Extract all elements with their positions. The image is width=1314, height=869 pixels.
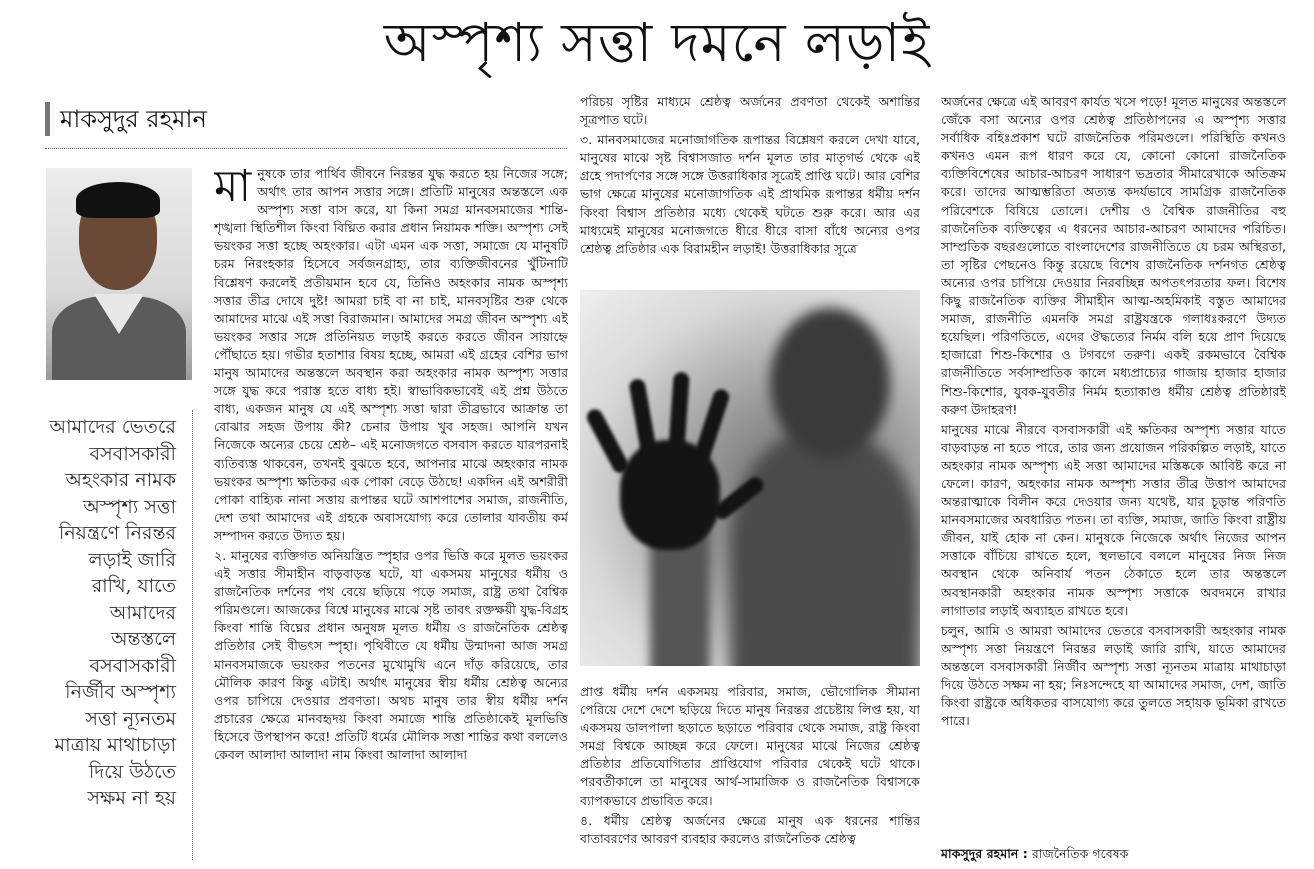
shadow-figure-body: [730, 430, 920, 666]
article-paragraph: ৪. ধর্মীয় শ্রেষ্ঠত্ব অর্জনের ক্ষেত্রে মানুষ এক ধরনের শান্তির বাতাবরণের আবরণ ব্যবহার করলেও রাজনৈতিক শ্রেষ্ঠত্ব: [580, 812, 920, 846]
shadow-figure-head: [770, 308, 890, 458]
paragraph-text: নুষকে তার পার্থিব জীবনে নিরন্তর যুদ্ধ করতে হয় নিজের সঙ্গে; অর্থাৎ তার আপন সত্তার সঙ্গে। প্রতিটি মানুষের অন্তস্তলে এক অস্পৃশ্য সত্তা বাস করে, যা কিনা সমগ্র মানবসমাজের শান্তি-শৃঙ্খলা স্থিতিশীল কিংবা বিঘ্নিত করার প্রধান নিয়ামক শক্তি। অস্পৃশ্য সেই ভয়ংকর সত্তা হচ্ছে অহংকার। এটা এমন এক সত্তা, সমাজে যে মানুষটি চরম নিরংহকার হিসেবে সর্বজনগ্রাহ্য, তার ব্যক্তিজীবনের খুঁটিনাটি বিশ্লেষণ করলেই প্রতীয়মান হবে যে, তিনিও অহংকার নামক অস্পৃশ্য সত্তার তীব্র দোষে দুষ্ট! আমরা চাই বা না চাই, মানবসৃষ্টির শুরু থেকে আমাদের মাঝে এই সত্তা বিরাজমান। আমাদের সমগ্র জীবন অস্পৃশ্য এই ভয়ংকর সত্তার সঙ্গে প্রতিনিয়ত লড়াই করতে করতে জীবন সায়াহ্নে পৌঁছাতে হয়। গভীর হতাশার বিষয় হচ্ছে, আমরা এই গ্রহের বেশির ভাগ মানুষ আমাদের অন্তস্তলে অবস্থান করা অহংকার নামক অস্পৃশ্য সত্তার সঙ্গে যুদ্ধ করে পরাস্ত হতে বাধ্য হই। স্বাভাবিকভাবেই এই প্রশ্ন উঠতে বাধ্য, একজন মানুষ যে এই অস্পৃশ্য সত্তা দ্বারা তীব্রভাবে আক্রান্ত তা বোঝার সহজ উপায় কী? চেনার উপায় খুব সহজ। আপনি যখন নিজেকে অন্যের চেয়ে শ্রেষ্ঠ– এই মনোজগতে বসবাস করতে যারপরনাই ব্যতিব্যস্ত থাকবেন, তখনই বুঝতে হবে, আপনার মাঝে অহংকার নামক ভয়ংকর অস্পৃশ্য ক্ষতিকর এক পোকা বেড়ে উঠছে! একদিন এই অশরীরী পোকা বাহ্যিক নানা সত্তায় রূপান্তর ঘটে আশপাশের সমাজ, রাজনীতি, দেশ তথা আমাদের এই গ্রহকে অবাসযোগ্য করে তোলার যাবতীয় কর্ম সম্পাদন করতে উদ্যত হয়।: [214, 166, 568, 543]
article-paragraph: প্রাপ্ত ধর্মীয় দর্শন একসময় পরিবার, সমাজ, ভৌগোলিক সীমানা পেরিয়ে দেশে দেশে ছড়িয়ে দিতে মানুষ নিরন্তর প্রচেষ্টায় লিপ্ত হয়, যা একসময় ডালপালা ছড়াতে ছড়াতে পরিবার থেকে সমাজ, রাষ্ট্র কিংবা সমগ্র বিশ্বকে আচ্ছন্ন করে ফেলে। মানুষের মাঝে নিজের শ্রেষ্ঠত্ব প্রতিষ্ঠার প্রতিযোগিতার প্রাপ্তিযোগ পরিবার থেকেই ঘটে থাকে। পরবর্তীকালে তা মানুষের আর্থ-সামাজিক ও রাজনৈতিক বিশ্বাসকে ব্যাপকভাবে প্রভাবিত করে।: [580, 684, 920, 808]
footer-role: রাজনৈতিক গবেষক: [1031, 846, 1129, 861]
author-byline: মাকসুদুর রহমান: [45, 102, 208, 136]
shadow-hand-illustration: [580, 290, 920, 666]
pull-quote: আমাদের ভেতরে বসবাসকারী অহংকার নামক অস্পৃশ্য সত্তা নিয়ন্ত্রণে নিরন্তর লড়াই জারি রাখি, যাতে আমাদের অন্তস্তলে বসবাসকারী নির্জীব অস্পৃশ্য সত্তা ন্যূনতম মাত্রায় মাথাচাড়া দিয়ে উঠতে সক্ষম না হয়: [49, 416, 176, 809]
article-paragraph: চলুন, আমি ও আমরা আমাদের ভেতরে বসবাসকারী অহংকার নামক অস্পৃশ্য সত্তা নিয়ন্ত্রণে নিরন্তর লড়াই জারি রাখি, যাতে আমাদের অন্তস্তলে বসবাসকারী নির্জীব অস্পৃশ্য সত্তা ন্যূনতম মাত্রায় মাথাচাড়া দিয়ে উঠতে সক্ষম না হয়; নিঃসন্দেহে যা আমাদের সমাজ, দেশ, জাতি কিংবা রাষ্ট্রকে অধিকতর বাসযোগ্য করে তুলতে সহায়ক ভূমিকা রাখতে পারে।: [941, 622, 1286, 729]
shadow-finger: [584, 406, 631, 475]
article-paragraph: মানুষের মাঝে নীরবে বসবাসকারী এই ক্ষতিকর অস্পৃশ্য সত্তার যাতে বাড়বাড়ন্ত না হতে পারে, তার জন্য প্রয়োজন পরিকল্পিত লড়াই, যাতে অহংকার নামক অস্পৃশ্য এই সত্তা আমাদের মস্তিষ্ককে আবিষ্ট করে না ফেলে। কারণ, অহংকার নামক অস্পৃশ্য সত্তার তীব্র উত্তাপ আমাদের অন্তরাত্মাকে বিলীন করে দেওয়ার জন্য যথেষ্ট, যার চূড়ান্ত পরিণতি মানবসমাজের অবধারিত পতন। তা ব্যক্তি, সমাজ, জাতি কিংবা রাষ্ট্রীয় জীবন, যাই হোক না কেন। মানুষকে নিজেকে অর্থাৎ নিজের আপন সত্তাকে বাঁচিয়ে রাখতে হলে, স্থলভাবে বললে মানুষের নিজ নিজ অবস্থান থেকে অনিবার্য পতন ঠেকাতে হলে তার অন্তস্তলে অবস্থানকারী অহংকার নামক অস্পৃশ্য সত্তাকে অবদমনে রাখার লাগাতার লড়াই অব্যাহত রাখতে হবে।: [941, 421, 1286, 618]
article-column-2-bottom: [580, 683, 920, 868]
article-column-3: [941, 93, 1286, 833]
article-paragraph: ২. মানুষের ব্যক্তিগত অনিয়ন্ত্রিত স্পৃহার ওপর ভিত্তি করে মূলত ভয়ংকর এই সত্তার সীমাহীন বাড়বাড়ন্ত ঘটে, যা একসময় মানুষের ধর্মীয় ও রাজনৈতিক দর্শনের পথ বেয়ে ছড়িয়ে পড়ে সমাজ, রাষ্ট্র তথা বৈশ্বিক পরিমণ্ডলে। আজকের বিশ্বে মানুষের মাঝে সৃষ্ট তাবৎ রক্তক্ষয়ী যুদ্ধ-বিগ্রহ কিংবা শান্তি বিঘ্নের প্রধান অনুষঙ্গ মূলত ধর্মীয় ও রাজনৈতিক শ্রেষ্ঠত্ব প্রতিষ্ঠার সেই বীভৎস স্পৃহা। পৃথিবীতে যে ধর্মীয় উন্মাদনা আজ সমগ্র মানবসমাজকে ভয়ংকর পতনের মুখোমুখি এনে দাঁড় করিয়েছে, তার মৌলিক কারণ কিন্তু এটাই। অর্থাৎ মানুষের স্বীয় ধর্মীয় শ্রেষ্ঠত্ব অন্যের ওপর চাপিয়ে দেওয়ার প্রবণতা। অথচ মানুষ তার স্বীয় ধর্মীয় দর্শন প্রচারের ক্ষেত্রে মানবহৃদয় কিংবা সমাজে শান্তি প্রতিষ্ঠাকেই মূলভিত্তি হিসেবে উপস্থাপন করে! প্রতিটি ধর্মের মৌলিক সত্তা শান্তির কথা বললেও কেবল আলাদা আলাদা নাম কিংবা আলাদা আলাদা: [214, 547, 568, 762]
shadow-finger: [628, 378, 658, 460]
article-paragraph: ৩. মানবসমাজের মনোজাগতিক রূপান্তর বিশ্লেষণ করলে দেখা যাবে, মানুষের মাঝে সৃষ্ট বিশ্বাসজাত দর্শন মূলত তার মাতৃগর্ভ থেকে এই গ্রহে পদার্পণের সঙ্গে সঙ্গে উত্তরাধিকার সূত্রেই প্রাপ্তি ঘটে। আর বেশির ভাগ ক্ষেত্রে মানুষের মনোজাগতিক এই প্রাথমিক রূপান্তর ধর্মীয় দর্শন কিংবা বিশ্বাস প্রতিষ্ঠার মধ্যে থেকেই ঘটতে শুরু করে। আর এর মাধ্যমেই মানুষের মনোজগতে ধীরে ধীরে বাসা বাঁধে অন্যের ওপর শ্রেষ্ঠত্ব প্রতিষ্ঠার এক বিরামহীন লড়াই! উত্তরাধিকার সূত্রে: [580, 132, 920, 256]
photo-hair: [76, 182, 160, 218]
column-divider: [192, 410, 193, 860]
author-photo: [46, 168, 192, 380]
shadow-finger: [692, 387, 731, 464]
article-paragraph: পরিচয় সৃষ্টির মাধ্যমে শ্রেষ্ঠত্ব অর্জনের প্রবণতা থেকেই অশান্তির সূত্রপাত ঘটে।: [580, 94, 920, 128]
byline-divider: [45, 148, 567, 149]
footer-author: মাকসুদুর রহমান :: [941, 846, 1028, 861]
headline: অস্পৃশ্য সত্তা দমনে লড়াই: [383, 11, 931, 74]
article-paragraph: অর্জনের ক্ষেত্রে এই আবরণ কার্যত খসে পড়ে! মূলত মানুষের অন্তস্তলে জেঁকে বসা অন্যের ওপর শ্রেষ্ঠত্ব প্রতিষ্ঠাপনের এ অস্পৃশ্য সত্তার সর্বাধিক বহিঃপ্রকাশ ঘটে রাজনৈতিক পরিমণ্ডলে। পরিস্থিতি কখনও কখনও এমন রূপ ধারণ করে যে, কোনো কোনো রাজনৈতিক ব্যক্তিবিশেষের আচার-আচরণ সাধারণ ভদ্রতার সীমারেখাকে অতিক্রম করে। তাদের আত্মম্ভরিতা অত্যন্ত কদর্যভাবে সামগ্রিক রাজনৈতিক পরিবেশকে বিষিয়ে তোলে। দেশীয় ও বৈশ্বিক রাজনীতির বহু রাজনৈতিক ব্যক্তিত্বের এ ধরনের আচার-আচরণ আমাদের পরিচিত। সাম্প্রতিক বছরগুলোতে বাংলাদেশের রাজনীতিতে যে চরম অস্থিরতা, তা সৃষ্টির পেছনেও কিন্তু রয়েছে বিশেষ রাজনৈতিক দর্শনগত শ্রেষ্ঠত্ব অন্যের ওপর চাপিয়ে দেওয়ার নিরবচ্ছিন্ন অপতৎপরতার ফল। বিশেষ কিছু রাজনৈতিক ব্যক্তির সীমাহীন আত্ম-অহমিকাই বস্তুত আমাদের সমাজ, রাজনীতি এমনকি সমগ্র রাষ্ট্রযন্ত্রকে গলাধঃকরণে উদ্যত হয়েছিল। পরিণতিতে, এদের ঔদ্ধত্যের নির্মম বলি হয়ে প্রাণ দিয়েছে হাজারো শিশু-কিশোর ও টগবগে তরুণ। একই রকমভাবে বৈশ্বিক রাজনীতিতে সর্বসাম্প্রতিক কালে মধ্যপ্রাচ্যের গাজায় হাজার হাজার শিশু-কিশোর, যুবক-যুবতীর নির্মম হত্যাকাণ্ড ধর্মীয় শ্রেষ্ঠত্ব প্রতিষ্ঠারই করুণ উদাহরণ!: [941, 94, 1286, 417]
shadow-arm: [650, 530, 710, 666]
article-paragraph: [214, 165, 568, 545]
author-footer: [941, 845, 1286, 863]
article-column-1: [214, 165, 568, 860]
drop-cap: মা: [214, 165, 252, 212]
article-column-2-top: [580, 93, 920, 293]
